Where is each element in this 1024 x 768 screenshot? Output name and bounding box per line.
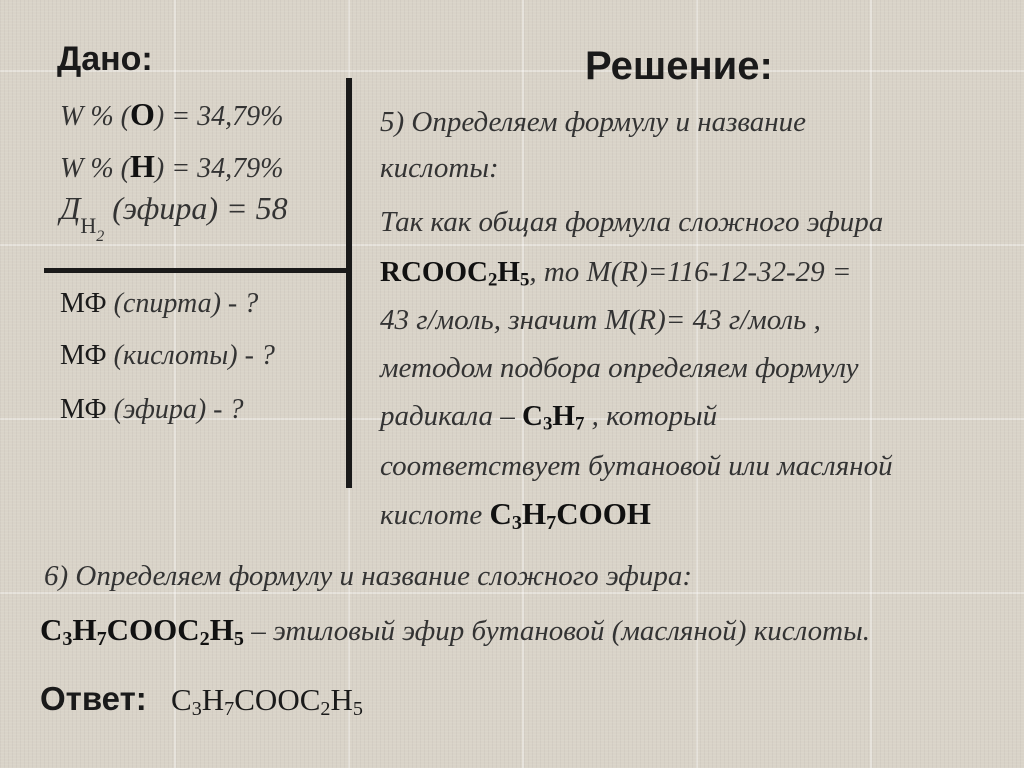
formula-part: C (171, 682, 192, 717)
given-w-oxygen-pre: W % ( (60, 101, 130, 132)
acid-text: кислоте (380, 499, 490, 531)
formula-sub: 7 (546, 512, 557, 535)
formula-part: H (497, 256, 520, 288)
find-text: (эфира) - ? (113, 394, 244, 425)
horizontal-divider (44, 268, 349, 273)
formula-sub: 5 (233, 628, 244, 651)
formula-part: C (489, 496, 512, 531)
vertical-divider (346, 78, 352, 488)
formula-sub: 3 (191, 698, 202, 721)
given-density (60, 190, 288, 245)
formula-part: C (40, 612, 63, 647)
answer-formula (171, 682, 363, 721)
step6-line2 (40, 612, 870, 651)
formula-sub: 7 (574, 413, 585, 435)
answer-line (40, 680, 363, 719)
given-title: Дано: (57, 40, 153, 78)
solution-line9 (380, 496, 651, 535)
formula-part: H (209, 612, 234, 647)
given-w-oxygen (60, 96, 283, 133)
formula-sub: 7 (224, 698, 235, 721)
density-sub-h: H (80, 213, 97, 238)
find-text: (кислоты) - ? (113, 340, 275, 371)
formula-sub: 2 (487, 269, 498, 291)
radical-text: радикала – (380, 400, 523, 432)
oxygen-symbol: O (129, 96, 155, 132)
density-letter: Д (60, 190, 81, 226)
given-w-oxygen-post: ) = 34,79% (154, 101, 284, 132)
answer-label: Ответ: (40, 680, 147, 717)
find-item (60, 288, 258, 320)
formula-sub: 3 (62, 628, 73, 651)
formula-part: H (201, 682, 225, 717)
step6-line1: 6) Определяем формулу и название сложного эфира: (44, 560, 693, 592)
solution-line6: методом подбора определяем формулу (380, 352, 859, 384)
formula-sub: 5 (352, 698, 363, 721)
formula-part: COOH (556, 496, 651, 531)
radical-formula (522, 400, 585, 435)
solution-title: Решение: (585, 44, 773, 88)
find-item (60, 394, 243, 426)
acid-formula (489, 496, 651, 535)
hydrogen-symbol: H (129, 148, 155, 184)
formula-part: RCOOC (380, 256, 488, 288)
given-w-hydrogen-pre: W % ( (60, 153, 130, 184)
mr-calculation: , то M(R)=116-12-32-29 = (529, 256, 852, 288)
find-item (60, 340, 275, 372)
find-mf: МФ (60, 394, 107, 425)
ester-name: – этиловый эфир бутановой (масляной) кислоты. (243, 615, 870, 647)
formula-sub: 3 (511, 512, 522, 535)
formula-sub: 5 (519, 269, 530, 291)
formula-sub: 2 (320, 698, 331, 721)
solution-line5: 43 г/моль, значит M(R)= 43 г/моль , (380, 304, 821, 336)
formula-sub: 2 (199, 628, 210, 651)
given-w-hydrogen (60, 148, 283, 185)
solution-line8: соответствует бутановой или масляной (380, 450, 893, 482)
formula-part: COOC (106, 612, 200, 647)
given-w-hydrogen-post: ) = 34,79% (154, 153, 284, 184)
formula-sub: 3 (542, 413, 553, 435)
radical-tail: , который (584, 400, 718, 432)
find-mf: МФ (60, 288, 107, 319)
formula-part: H (72, 612, 97, 647)
formula-part: H (521, 496, 547, 531)
solution-line7 (380, 400, 717, 433)
ester-formula (40, 612, 244, 651)
formula-sub: 7 (96, 628, 107, 651)
solution-line4 (380, 256, 851, 289)
formula-part: H (330, 682, 353, 717)
find-mf: МФ (60, 340, 107, 371)
density-sub-2: 2 (96, 228, 105, 245)
ester-general-formula (380, 256, 530, 291)
find-text: (спирта) - ? (113, 288, 259, 319)
formula-part: H (552, 400, 575, 432)
formula-part: C (522, 400, 543, 432)
formula-part: COOC (234, 682, 321, 717)
solution-step5-line1: 5) Определяем формулу и название (380, 106, 807, 138)
density-text: (эфира) = 58 (112, 190, 288, 226)
solution-line3: Так как общая формула сложного эфира (380, 206, 884, 238)
solution-step5-line2: кислоты: (380, 152, 499, 184)
